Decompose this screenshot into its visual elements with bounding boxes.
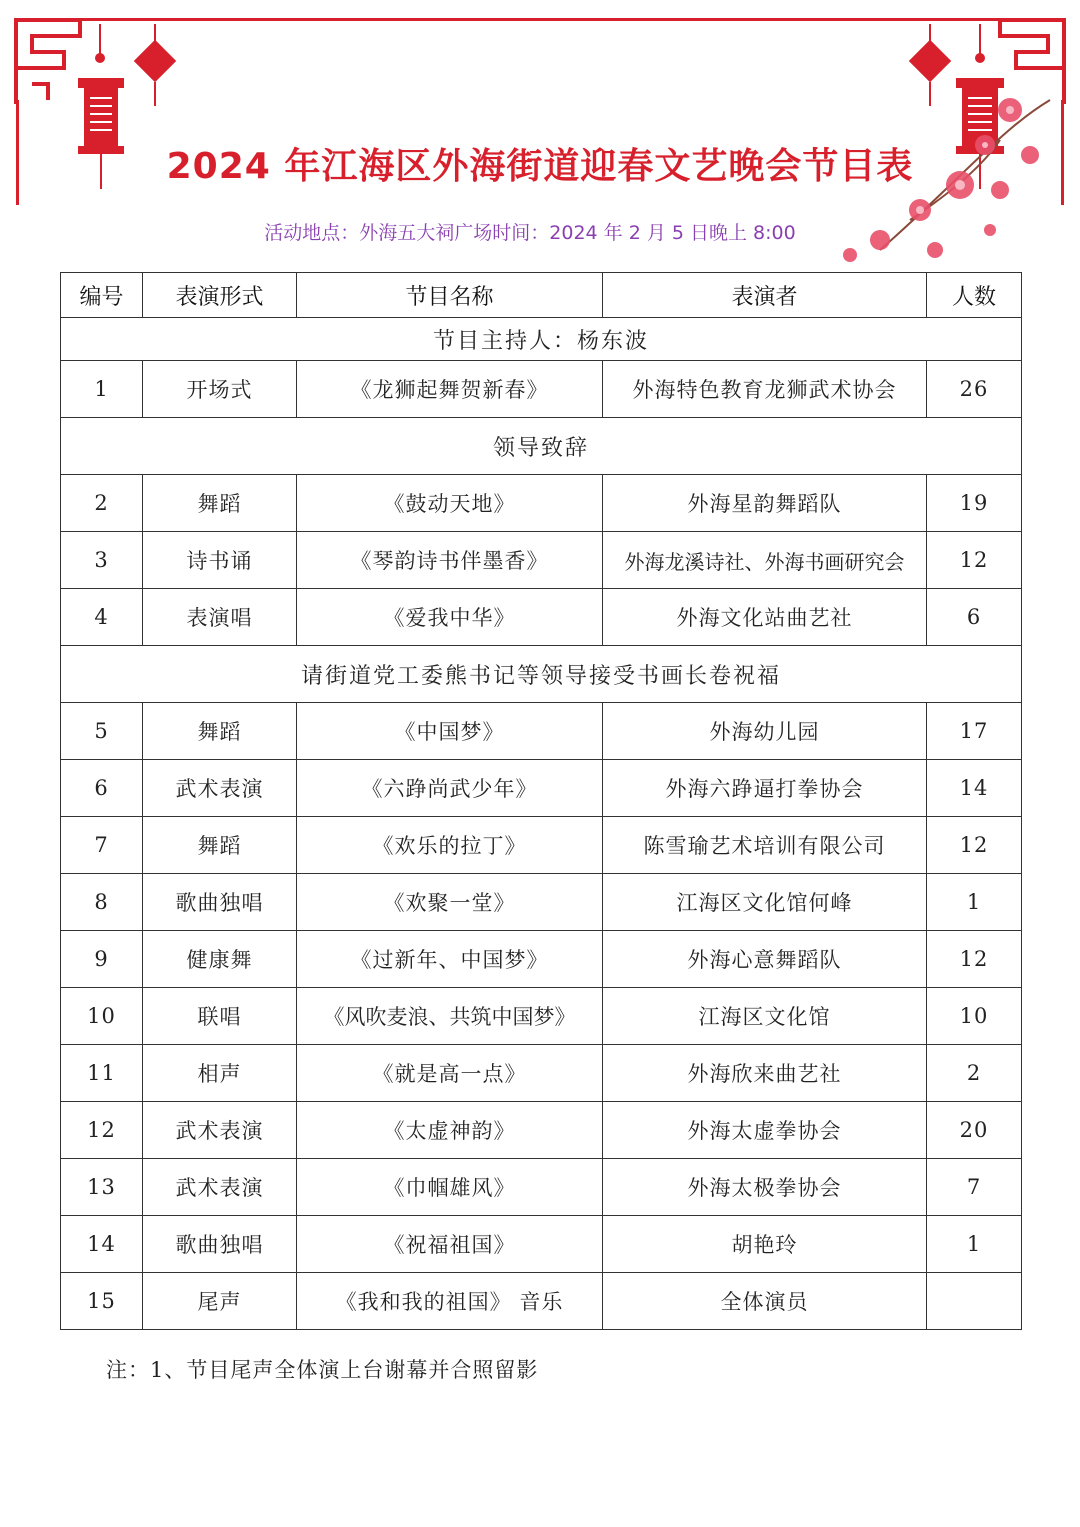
cell-number: 15 xyxy=(61,1273,143,1330)
cell-count: 10 xyxy=(927,988,1022,1045)
cell-program-name: 《就是高一点》 xyxy=(297,1045,603,1102)
table-row xyxy=(61,1216,1022,1273)
speech-row xyxy=(61,418,1022,475)
cell-form: 联唱 xyxy=(143,988,297,1045)
cell-number: 2 xyxy=(61,475,143,532)
cell-number: 11 xyxy=(61,1045,143,1102)
cell-performer: 胡艳玲 xyxy=(603,1216,927,1273)
table-row xyxy=(61,988,1022,1045)
ceremony-cell: 请街道党工委熊书记等领导接受书画长卷祝福 xyxy=(61,646,1022,703)
footnote: 注：1、节目尾声全体演上台谢幕并合照留影 xyxy=(106,1358,539,1382)
cell-program-name: 《龙狮起舞贺新春》 xyxy=(297,361,603,418)
cell-number: 6 xyxy=(61,760,143,817)
table-row xyxy=(61,931,1022,988)
cell-program-name: 《鼓动天地》 xyxy=(297,475,603,532)
cell-form: 舞蹈 xyxy=(143,703,297,760)
cell-program-name: 《我和我的祖国》 音乐 xyxy=(297,1273,603,1330)
cell-performer: 外海太虚拳协会 xyxy=(603,1102,927,1159)
table-row xyxy=(61,1273,1022,1330)
header-program-name: 节目名称 xyxy=(297,273,603,318)
cell-number: 5 xyxy=(61,703,143,760)
cell-number: 7 xyxy=(61,817,143,874)
cell-form: 武术表演 xyxy=(143,1102,297,1159)
table-row xyxy=(61,817,1022,874)
cell-program-name: 《欢聚一堂》 xyxy=(297,874,603,931)
cell-form: 诗书诵 xyxy=(143,532,297,589)
cell-program-name: 《爱我中华》 xyxy=(297,589,603,646)
cell-count: 20 xyxy=(927,1102,1022,1159)
table-row xyxy=(61,874,1022,931)
table-row xyxy=(61,1159,1022,1216)
host-cell: 节目主持人：杨东波 xyxy=(61,318,1022,361)
cell-performer: 外海星韵舞蹈队 xyxy=(603,475,927,532)
header-form: 表演形式 xyxy=(143,273,297,318)
cell-count: 19 xyxy=(927,475,1022,532)
cell-count: 26 xyxy=(927,361,1022,418)
cell-performer: 外海幼儿园 xyxy=(603,703,927,760)
cell-performer: 陈雪瑜艺术培训有限公司 xyxy=(603,817,927,874)
cell-performer: 外海特色教育龙狮武术协会 xyxy=(603,361,927,418)
cell-count: 14 xyxy=(927,760,1022,817)
cell-program-name: 《过新年、中国梦》 xyxy=(297,931,603,988)
cell-performer: 外海太极拳协会 xyxy=(603,1159,927,1216)
cell-form: 尾声 xyxy=(143,1273,297,1330)
cell-program-name: 《中国梦》 xyxy=(297,703,603,760)
table-row xyxy=(61,1102,1022,1159)
cell-form: 开场式 xyxy=(143,361,297,418)
header-count: 人数 xyxy=(927,273,1022,318)
table-row xyxy=(61,760,1022,817)
host-row xyxy=(61,318,1022,361)
cell-performer: 外海文化站曲艺社 xyxy=(603,589,927,646)
cell-form: 武术表演 xyxy=(143,1159,297,1216)
cell-program-name: 《欢乐的拉丁》 xyxy=(297,817,603,874)
cell-performer: 江海区文化馆何峰 xyxy=(603,874,927,931)
cell-number: 9 xyxy=(61,931,143,988)
header-number: 编号 xyxy=(61,273,143,318)
program-table xyxy=(60,272,1022,1330)
cell-program-name: 《巾帼雄风》 xyxy=(297,1159,603,1216)
cell-program-name: 《六踭尚武少年》 xyxy=(297,760,603,817)
cell-count xyxy=(927,1273,1022,1330)
cell-count: 7 xyxy=(927,1159,1022,1216)
ceremony-row xyxy=(61,646,1022,703)
cell-number: 13 xyxy=(61,1159,143,1216)
cell-form: 相声 xyxy=(143,1045,297,1102)
cell-count: 1 xyxy=(927,874,1022,931)
cell-form: 舞蹈 xyxy=(143,817,297,874)
cell-program-name: 《太虚神韵》 xyxy=(297,1102,603,1159)
cell-number: 3 xyxy=(61,532,143,589)
table-row xyxy=(61,1045,1022,1102)
table-header-row xyxy=(61,273,1022,318)
table-row xyxy=(61,532,1022,589)
cell-number: 14 xyxy=(61,1216,143,1273)
cell-number: 8 xyxy=(61,874,143,931)
cell-form: 表演唱 xyxy=(143,589,297,646)
cell-form: 武术表演 xyxy=(143,760,297,817)
cell-program-name: 《琴韵诗书伴墨香》 xyxy=(297,532,603,589)
cell-program-name: 《风吹麦浪、共筑中国梦》 xyxy=(297,988,603,1045)
cell-performer: 外海龙溪诗社、外海书画研究会 xyxy=(603,532,927,589)
cell-number: 1 xyxy=(61,361,143,418)
cell-count: 6 xyxy=(927,589,1022,646)
cell-performer: 外海六踭逼打拳协会 xyxy=(603,760,927,817)
cell-count: 12 xyxy=(927,931,1022,988)
cell-performer: 江海区文化馆 xyxy=(603,988,927,1045)
cell-form: 歌曲独唱 xyxy=(143,874,297,931)
cell-count: 12 xyxy=(927,532,1022,589)
event-info: 活动地点：外海五大祠广场时间：2024 年 2 月 5 日晚上 8:00 xyxy=(264,222,796,244)
cell-program-name: 《祝福祖国》 xyxy=(297,1216,603,1273)
page-title: 2024 年江海区外海街道迎春文艺晚会节目表 xyxy=(166,146,914,187)
cell-form: 舞蹈 xyxy=(143,475,297,532)
table-row xyxy=(61,361,1022,418)
cell-form: 健康舞 xyxy=(143,931,297,988)
cell-form: 歌曲独唱 xyxy=(143,1216,297,1273)
cell-number: 4 xyxy=(61,589,143,646)
cell-count: 1 xyxy=(927,1216,1022,1273)
speech-cell: 领导致辞 xyxy=(61,418,1022,475)
cell-performer: 外海心意舞蹈队 xyxy=(603,931,927,988)
cell-count: 2 xyxy=(927,1045,1022,1102)
table-row xyxy=(61,703,1022,760)
header-performer: 表演者 xyxy=(603,273,927,318)
table-row xyxy=(61,589,1022,646)
cell-number: 10 xyxy=(61,988,143,1045)
cell-performer: 外海欣来曲艺社 xyxy=(603,1045,927,1102)
cell-count: 12 xyxy=(927,817,1022,874)
cell-number: 12 xyxy=(61,1102,143,1159)
cell-count: 17 xyxy=(927,703,1022,760)
table-row xyxy=(61,475,1022,532)
cell-performer: 全体演员 xyxy=(603,1273,927,1330)
